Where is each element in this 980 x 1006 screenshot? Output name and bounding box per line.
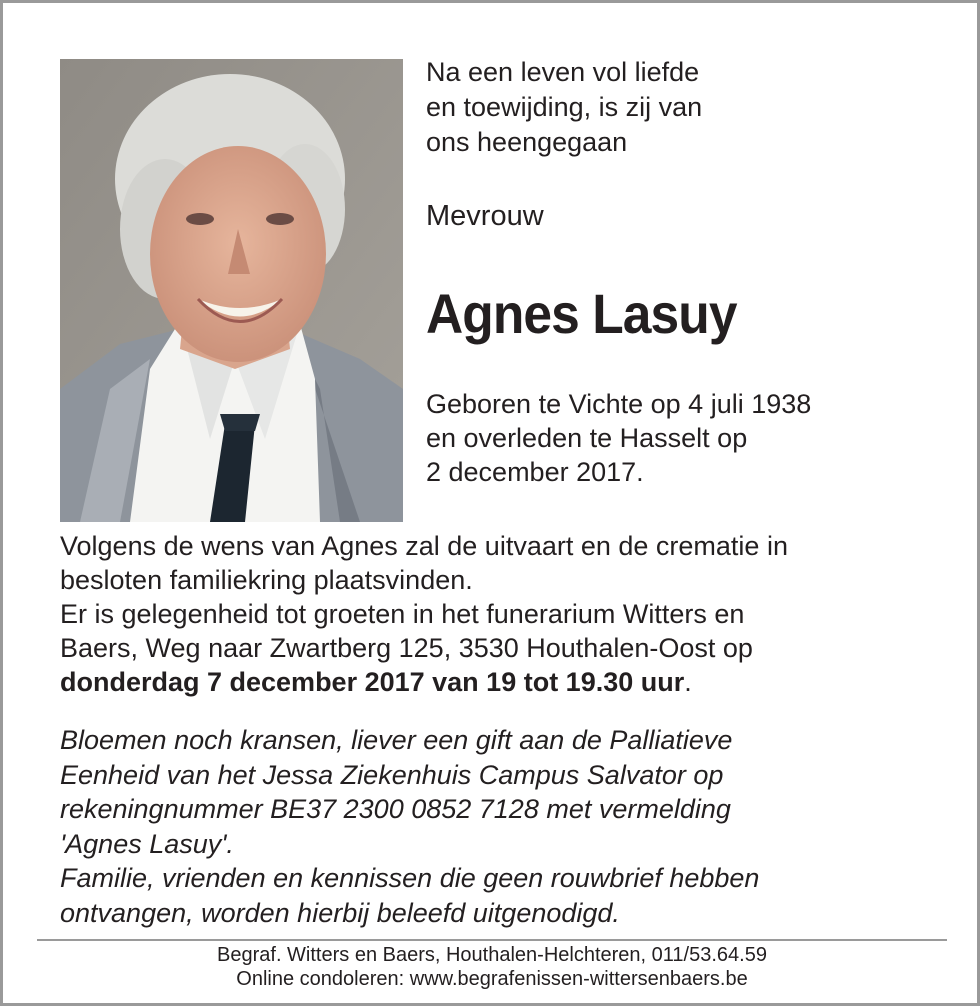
note-line: 'Agnes Lasuy'. [60,828,234,859]
note-line: Eenheid van het Jessa Ziekenhuis Campus Salvator op [60,759,724,790]
intro-text [426,55,702,160]
footer [37,943,947,991]
note-line: ontvangen, worden hierbij beleefd uitgenodigd. [60,897,620,928]
intro-line: en toewijding, is zij van [426,92,703,122]
visitation-date: donderdag 7 december 2017 van 19 tot 19.30 uur [60,667,685,697]
details-line: Volgens de wens van Agnes zal de uitvaart en de crematie in [60,531,788,561]
details-line: besloten familiekring plaatsvinden. [60,565,473,595]
visitation-line [60,665,940,699]
details-line: Er is gelegenheid tot groeten in het funerarium Witters en [60,599,745,629]
visitation-period: . [684,667,692,697]
funeral-details [60,529,940,699]
footer-divider [37,939,947,941]
flowers-note [60,723,940,930]
born-line: 2 december 2017. [426,457,644,487]
salutation: Mevrouw [426,200,544,232]
intro-line: ons heengegaan [426,127,628,157]
born-line: Geboren te Vichte op 4 juli 1938 [426,389,812,419]
birth-death-text [426,387,811,489]
online-condolences: Online condoleren: www.begrafenissen-wittersenbaers.be [236,968,748,990]
note-line: rekeningnummer BE37 2300 0852 7128 met vermelding [60,794,731,824]
deceased-name: Agnes Lasuy [426,282,737,345]
born-line: en overleden te Hasselt op [426,423,748,453]
note-line: Bloemen noch kransen, liever een gift aan de Palliatieve [60,725,733,755]
funeral-home-contact: Begraf. Witters en Baers, Houthalen-Helchteren, 011/53.64.59 [217,944,767,966]
details-line: Baers, Weg naar Zwartberg 125, 3530 Houthalen-Oost op [60,633,753,663]
portrait-illustration [60,59,403,522]
intro-line: Na een leven vol liefde [426,57,700,87]
portrait-photo [60,59,403,522]
note-line: Familie, vrienden en kennissen die geen rouwbrief hebben [60,863,760,893]
